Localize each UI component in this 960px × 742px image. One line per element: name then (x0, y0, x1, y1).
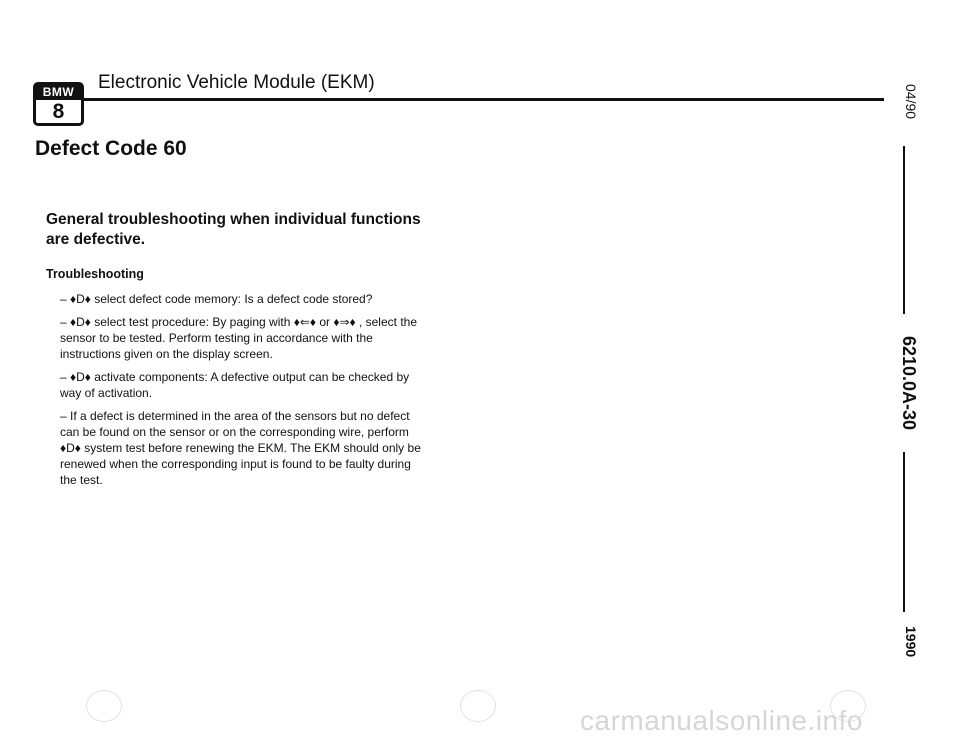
step-text: – ♦D♦ select test procedure: By paging with ♦⇐♦ or ♦⇒♦ , select the sensor to be tested. Perform testing in accordance with the instructions given on the display screen. (60, 315, 417, 361)
side-margin (889, 84, 919, 664)
side-rule (903, 146, 905, 314)
step-item (46, 291, 429, 307)
page-title: Defect Code 60 (35, 137, 187, 160)
punch-hole (460, 690, 496, 722)
step-item (46, 369, 429, 401)
punch-hole (86, 690, 122, 722)
header-title: Electronic Vehicle Module (EKM) (98, 72, 375, 93)
step-text: – ♦D♦ activate components: A defective output can be checked by way of activation. (60, 370, 410, 400)
bmw-8-logo (33, 82, 84, 126)
watermark: carmanualsonline.info (580, 705, 863, 736)
section-heading: Troubleshooting (46, 267, 144, 281)
step-item (46, 314, 429, 362)
logo-series: 8 (52, 100, 65, 123)
side-date: 04/90 (903, 84, 919, 120)
step-text: – ♦D♦ select defect code memory: Is a defect code stored? (60, 292, 373, 306)
troubleshooting-steps (46, 291, 429, 495)
subtitle: General troubleshooting when individual functions are defective. (46, 211, 421, 248)
side-year: 1990 (903, 626, 919, 658)
header-divider (84, 98, 884, 101)
side-page-code: 6210.0A-30 (899, 336, 919, 431)
logo-brand: BMW (36, 85, 81, 100)
side-rule (903, 452, 905, 612)
step-item (46, 408, 429, 488)
step-text: – If a defect is determined in the area of the sensors but no defect can be found on the sensor or on the corresponding wire, perform ♦D♦ system test before renewing the EKM. The EKM should only be renewed when the corresponding input is found to be faulty during the test. (60, 409, 421, 487)
